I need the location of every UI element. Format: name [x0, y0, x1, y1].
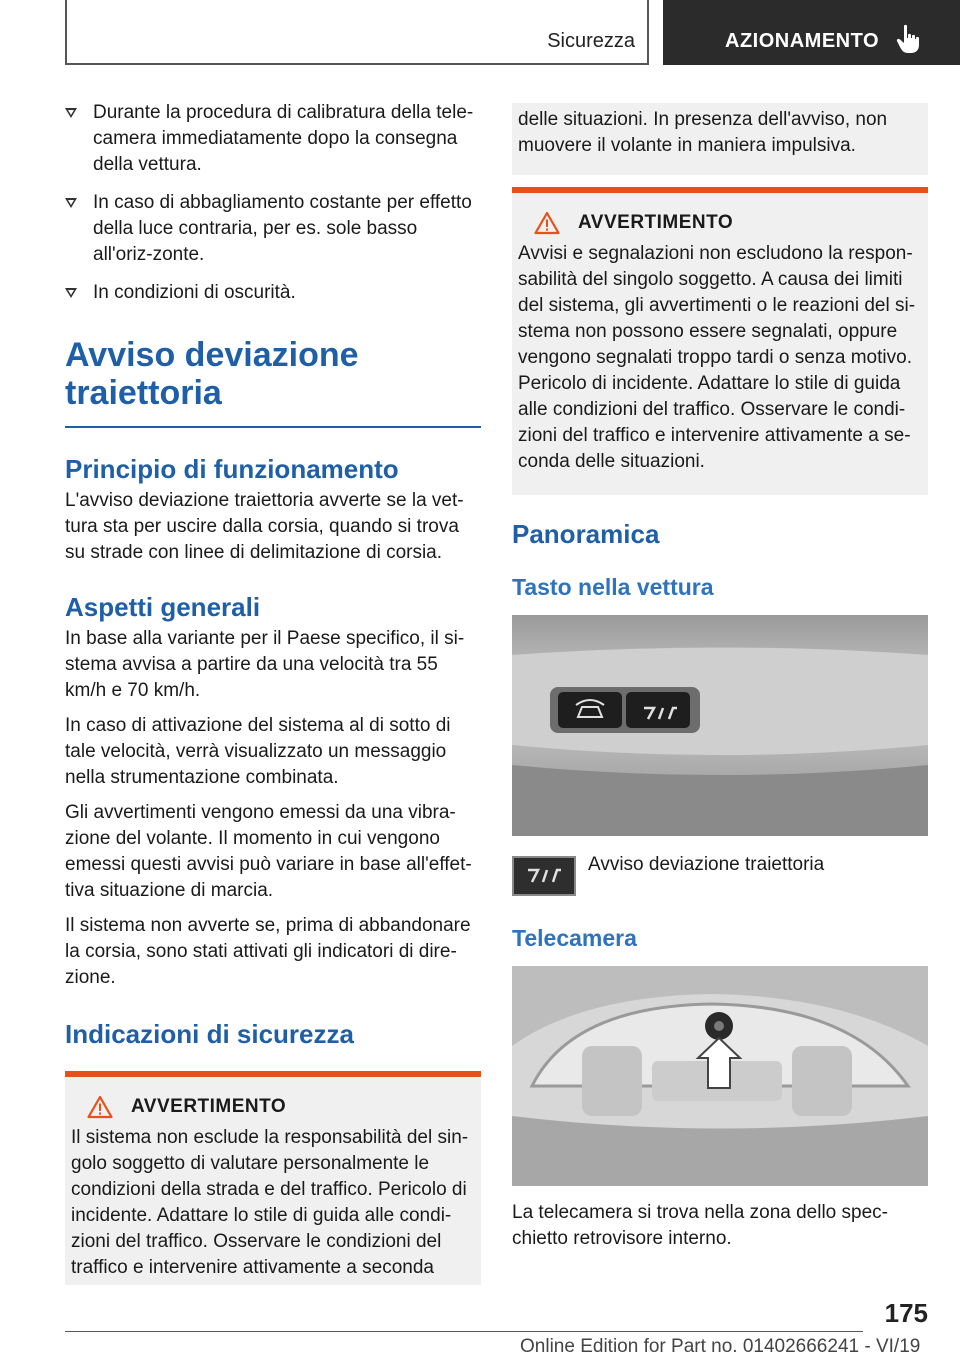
windshield-camera-photo: [512, 966, 928, 1186]
heading-telecamera: Telecamera: [512, 925, 637, 951]
principio-text: L'avviso deviazione traiettoria avverte se la vet-tura sta per uscire dalla corsia, quando si trova su strade con linee di delimitazione di corsia.: [65, 490, 464, 563]
page-title: Avviso deviazione traiettoria: [65, 336, 359, 412]
triangle-bullet-icon: [65, 108, 77, 118]
warning-text: Avvisi e segnalazioni non escludono la respon-sabilità del singolo soggetto. A causa dei limiti del sistema, gli avvertimenti o le reazioni del si-stema non possono essere segnalati, oppure vengono segnalati troppo tardi o senza motivo. Pericolo di incidente. Adattare lo stile di guida alle condizioni del traffico. Osservare le condi-zioni del traffico e intervenire attivamente a se-conda delle situazioni.: [518, 243, 916, 472]
aspetti-paragraph: Il sistema non avverte se, prima di abbandonare la corsia, sono stati attivati gli indicatori di dire-zione.: [65, 915, 471, 988]
page-number: 175: [884, 1298, 928, 1328]
title-divider: [65, 426, 481, 428]
warning-box: [65, 1071, 481, 1285]
list-item: In caso di abbagliamento costante per effetto della luce contraria, per es. sole basso all'oriz-zonte.: [65, 190, 481, 268]
chapter-tab-label: AZIONAMENTO: [725, 30, 880, 52]
warning-continuation: delle situazioni. In presenza dell'avviso, non muovere il volante in maniera impulsiva.: [512, 103, 928, 175]
heading-tasto: Tasto nella vettura: [512, 574, 714, 600]
header-section-frame: [65, 0, 649, 65]
heading-principio: Principio di funzionamento: [65, 454, 399, 484]
telecamera-text: La telecamera si trova nella zona dello spec-chietto retrovisore interno.: [512, 1202, 888, 1249]
heading-panoramica: Panoramica: [512, 519, 660, 549]
aspetti-paragraph: Gli avvertimenti vengono emessi da una vibra-zione del volante. Il momento in cui vengono emessi questi avvisi può variare in base all'effet-tiva situazione di marcia.: [65, 802, 472, 901]
list-item: Durante la procedura di calibratura della tele-camera immediatamente dopo la consegna della vettura.: [65, 100, 481, 178]
legend-row: [512, 856, 928, 896]
warning-title: AVVERTIMENTO: [71, 1095, 473, 1119]
right-column: [512, 103, 928, 1252]
triangle-bullet-icon: [65, 288, 77, 298]
chapter-tab[interactable]: [663, 0, 960, 65]
aspetti-paragraph: In base alla variante per il Paese specifico, il si-stema avvisa a partire da una velocità tra 55 km/h e 70 km/h.: [65, 628, 465, 701]
footer-divider: [65, 1331, 863, 1332]
list-item: In condizioni di oscurità.: [65, 280, 481, 306]
button-panel-photo: [512, 615, 928, 836]
section-title: Sicurezza: [547, 30, 635, 52]
heading-aspetti: Aspetti generali: [65, 592, 261, 622]
warning-box: [512, 187, 928, 495]
button-panel-illustration: [512, 615, 928, 836]
windshield-illustration: [512, 966, 928, 1186]
left-column: [65, 100, 481, 1285]
warning-title: AVVERTIMENTO: [518, 211, 920, 235]
aspetti-paragraph: In caso di attivazione del sistema al di sotto di tale velocità, verrà visualizzato un messaggio nella strumentazione combinata.: [65, 715, 451, 788]
warning-text: Il sistema non esclude la responsabilità del sin-golo soggetto di valutare personalmente le condizioni della strada e del traffico. Pericolo di incidente. Adattare lo stile di guida alle condi-zioni del traffico. Osservare le condizioni del traffico e intervenire attivamente a seconda: [71, 1127, 469, 1278]
warning-triangle-icon: [87, 1095, 113, 1119]
legend-label: Avviso deviazione traiettoria: [588, 854, 825, 875]
hand-pointer-icon: [895, 24, 923, 54]
triangle-bullet-icon: [65, 198, 77, 208]
heading-sicurezza: Indicazioni di sicurezza: [65, 1019, 354, 1049]
lane-departure-icon: [512, 856, 576, 896]
warning-triangle-icon: [534, 211, 560, 235]
edition-info: Online Edition for Part no. 01402666241 - VI/19: [520, 1336, 921, 1357]
